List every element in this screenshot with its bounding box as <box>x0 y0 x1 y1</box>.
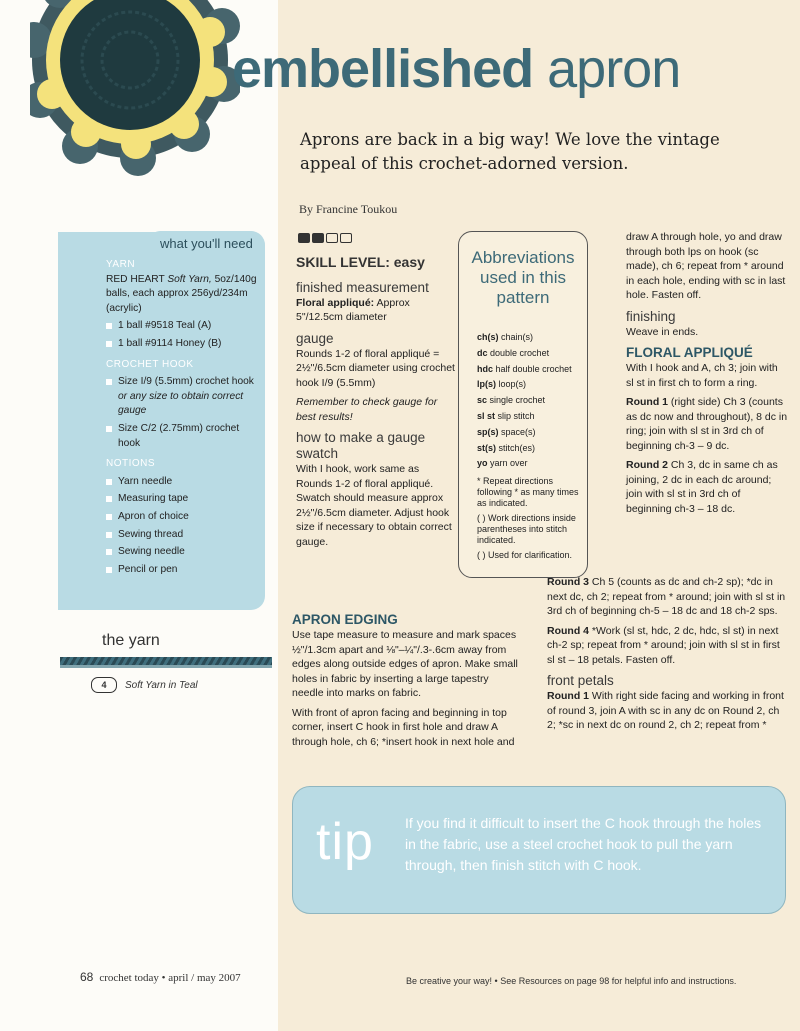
abbr-row <box>477 409 577 425</box>
tip-label: tip <box>316 813 374 871</box>
abbr-row <box>477 346 577 362</box>
round-label: Round 2 <box>626 459 668 471</box>
what-you-need-heading: what you'll need <box>160 236 253 251</box>
apron-edging-p2: With front of apron facing and beginning in top corner, insert C hook in first hole and draw A through hole, ch 6; *insert hook in next hole and <box>292 706 515 748</box>
gauge-note: Remember to check gauge for best results! <box>296 396 438 423</box>
abbreviations-title: Abbreviations used in this pattern <box>471 248 575 307</box>
magazine-info: crochet today • april / may 2007 <box>99 972 241 984</box>
checkbox-item <box>106 375 261 419</box>
footer-left <box>80 970 241 984</box>
skill-block <box>340 233 352 243</box>
round-3 <box>547 575 787 619</box>
abbr-row <box>477 425 577 441</box>
swatch-heading: how to make a gauge swatch <box>296 430 426 461</box>
checkbox-item: Size C/2 (2.75mm) crochet hook <box>106 422 261 451</box>
apron-edging-section <box>292 606 522 754</box>
abbr-note: ( ) Work directions inside parentheses into stitch indicated. <box>477 513 576 546</box>
yarn-desc <box>106 273 261 317</box>
checkbox-item: Sewing needle <box>106 545 261 560</box>
abbr-row <box>477 393 577 409</box>
abbr-meaning: stitch(es) <box>498 442 536 453</box>
round-label: Round 4 <box>547 624 589 637</box>
title-light: apron <box>547 39 681 99</box>
round-1 <box>626 395 788 453</box>
abbr-term: sl st <box>477 410 496 421</box>
column-3-lower <box>547 575 787 738</box>
front-petals-heading: front petals <box>547 673 614 688</box>
abbr-row <box>477 441 577 457</box>
what-you-need-list <box>106 258 261 577</box>
round-label: Round 1 <box>547 690 589 702</box>
finished-measurement-heading: finished measurement <box>296 279 429 295</box>
round-text: Ch 5 (counts as dc and ch-2 sp); *dc in next dc, ch 2; repeat from * around; join with sl st in 3rd ch of beginning ch-5 – 18 dc and 18 ch-2 sps. <box>547 576 786 617</box>
finished-measurement-text <box>296 296 456 325</box>
yarn-info-text: Soft Yarn in Teal <box>125 679 198 691</box>
checkbox-item: Sewing thread <box>106 528 261 543</box>
measurement-label: Floral appliqué: <box>296 296 375 309</box>
hook-section-label: CROCHET HOOK <box>106 358 194 370</box>
page-number: 68 <box>80 970 94 984</box>
yarn-brand: RED HEART <box>106 273 165 285</box>
yarn-name: Soft Yarn, <box>167 273 212 285</box>
edging-continued: draw A through hole, yo and draw through both lps on hook (sc made), ch 6; repeat from * around in each hole, ending with sc in last hole. Fasten off. <box>626 231 786 301</box>
abbr-term: sp(s) <box>477 426 499 437</box>
measurement-value: Approx 5"/12.5cm diameter <box>296 296 410 323</box>
column-1 <box>296 255 456 554</box>
abbreviations-box <box>458 231 588 578</box>
round-label: Round 1 <box>626 396 668 408</box>
finishing-text: Weave in ends. <box>626 325 699 338</box>
title-bold: embellished <box>232 39 534 99</box>
skill-block <box>298 233 310 243</box>
abbr-row <box>477 362 577 378</box>
checkbox-item: 1 ball #9114 Honey (B) <box>106 337 261 352</box>
page-title <box>232 38 680 100</box>
abbr-meaning: double crochet <box>490 347 550 358</box>
hook-1-note: or any size to obtain correct gauge <box>118 390 244 417</box>
checkbox-item: 1 ball #9518 Teal (A) <box>106 319 261 334</box>
tip-text: If you find it difficult to insert the C hook through the holes in the fabric, use a steel crochet hook to pull the yarn through, then finish stitch with C hook. <box>405 815 762 873</box>
abbr-meaning: slip stitch <box>497 410 535 421</box>
abbreviations-list <box>459 330 587 472</box>
skill-level-text: SKILL LEVEL: easy <box>296 254 425 270</box>
notions-section-label: NOTIONS <box>106 458 156 470</box>
abbr-term: lp(s) <box>477 379 496 390</box>
checkbox-item: Pencil or pen <box>106 563 261 578</box>
the-yarn-heading: the yarn <box>102 632 160 649</box>
abbr-term: st(s) <box>477 442 497 453</box>
yarn-weight-icon: 4 <box>91 677 117 693</box>
abbr-meaning: yarn over <box>490 458 528 469</box>
column-3 <box>626 230 788 521</box>
swatch-text: With I hook, work same as Rounds 1-2 of floral appliqué. Swatch should measure approx 2½"/6.5cm diameter. Adjust hook size if necessary to obtain correct gauge. <box>296 463 452 548</box>
abbr-note: * Repeat directions following * as many times as indicated. <box>477 476 579 509</box>
apron-edging-heading: APRON EDGING <box>292 612 398 627</box>
abbr-meaning: loop(s) <box>498 379 527 390</box>
intro-text: Aprons are back in a big way! We love the vintage appeal of this crochet-adorned version. <box>300 130 720 173</box>
abbr-term: ch(s) <box>477 332 499 342</box>
yarn-info <box>91 677 198 693</box>
abbr-term: yo <box>477 458 488 469</box>
round-text: *Work (sl st, hdc, 2 dc, hdc, sl st) in next ch-2 sp; repeat from * around; join with sl st in first sl st – 18 petals. Fasten off. <box>547 624 780 666</box>
abbr-row <box>477 377 577 393</box>
yarn-spec: 5oz/140g balls, each approx 256yd/234m (acrylic) <box>106 273 257 314</box>
gauge-text: Rounds 1-2 of floral appliqué = 2½"/6.5cm diameter using crochet hook I/9 (5.5mm) <box>296 347 455 389</box>
petals-round-1 <box>547 689 787 733</box>
checkbox-item: Measuring tape <box>106 492 261 507</box>
footer-right: Be creative your way! • See Resources on page 98 for helpful info and instructions. <box>406 976 737 986</box>
crochet-flower-image <box>30 0 240 190</box>
apron-edging-p1: Use tape measure to measure and mark spaces ½"/1.3cm apart and ⅛"–¼"/.3-.6cm away from edges along outside edges of apron. Make small holes in fabric by inserting a large tapestry needle into marks on fabric. <box>292 629 518 699</box>
checkbox-item: Yarn needle <box>106 475 261 490</box>
abbr-term: hdc <box>477 363 494 374</box>
byline: By Francine Toukou <box>299 202 398 216</box>
round-4 <box>547 624 787 668</box>
skill-block <box>326 233 338 243</box>
hook-1-text: Size I/9 (5.5mm) crochet hook <box>118 376 254 388</box>
abbr-meaning: half double crochet <box>495 363 572 374</box>
skill-level-indicator <box>298 233 352 243</box>
skill-block <box>312 233 324 243</box>
yarn-section-label: YARN <box>106 259 136 270</box>
abbr-meaning: single crochet <box>489 395 546 406</box>
abbr-row <box>477 456 577 472</box>
floral-intro: With I hook and A, ch 3; join with sl st in first ch to form a ring. <box>626 362 778 389</box>
abbr-term: sc <box>477 395 488 406</box>
round-label: Round 3 <box>547 576 589 588</box>
abbr-term: dc <box>477 347 488 358</box>
abbr-note: ( ) Used for clarification. <box>477 550 573 561</box>
gauge-heading: gauge <box>296 330 334 346</box>
round-2 <box>626 458 788 516</box>
round-text: With right side facing and working in front of round 3, join A with sc in any dc on Round 2, ch 2; *sc in next dc on round 2, ch 2; repeat from * <box>547 690 784 731</box>
checkbox-item: Apron of choice <box>106 510 261 525</box>
abbr-meaning: chain(s) <box>501 332 534 342</box>
finishing-heading: finishing <box>626 308 676 324</box>
abbr-row <box>477 330 577 346</box>
floral-applique-heading: FLORAL APPLIQUÉ <box>626 345 753 360</box>
yarn-strand-edge <box>60 665 272 668</box>
round-text: Ch 3, dc in same ch as joining, 2 dc in each dc around; join with sl st in 3rd ch of beginning ch-3 – 18 dc. <box>626 459 778 515</box>
hook-1 <box>118 375 261 419</box>
round-text: (right side) Ch 3 (counts as dc now and throughout), 8 dc in ring; join with sl st in 3rd ch of beginning ch-3 – 9 dc. <box>626 396 788 452</box>
abbr-meaning: space(s) <box>501 426 536 437</box>
